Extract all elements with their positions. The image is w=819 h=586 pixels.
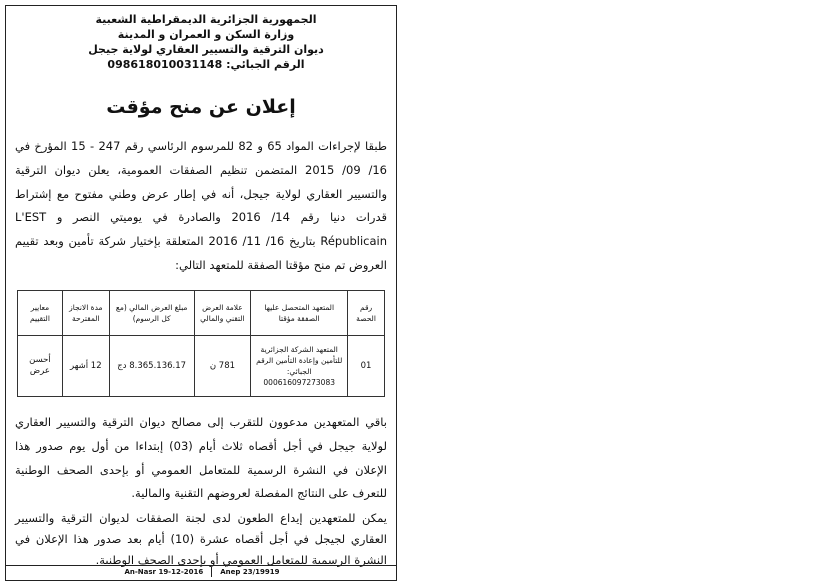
col-criteria: معايير التقييم (18, 291, 63, 336)
cell-lot: 01 (348, 336, 385, 397)
cell-amount: 8.365.136.17 دج (109, 336, 194, 397)
cell-duration: 12 أشهر (62, 336, 109, 397)
col-amount: مبلغ العرض المالي (مع كل الرسوم) (109, 291, 194, 336)
cell-score: 781 ن (194, 336, 251, 397)
footer-newspaper: An-Nasr 19-12-2016 (124, 568, 204, 576)
footer-anep-ref: Anep 23/19919 (220, 568, 280, 576)
paragraph-bidders-invite: باقي المتعهدين مدعوون للتقرب إلى مصالح ديوان الترقية والتسيير العقاري لولاية جيجل في أجل أقصاه ثلاث أيام (03) إبتداءا من أول يوم صدور هذا الإعلان في النشرة الرسمية للمتعامل العمومي أو بإحدى الصحف الوطنية للتعرف على النتائج المفصلة لعروضهم التقنية والمالية. (15, 415, 388, 501)
table-row (18, 336, 385, 397)
notice-header (26, 12, 386, 72)
col-score: علامة العرض التقني والمالي (194, 291, 251, 336)
header-republic: الجمهورية الجزائرية الديمقراطية الشعبية (95, 13, 317, 26)
paragraph-appeals: يمكن للمتعهدين إيداع الطعون لدى لجنة الصفقات لديوان الترقية والتسيير العقاري لجيجل في أجل أقصاه عشرة (10) أيام بعد صدور هذا الإعلان في النشرة الرسمية للمتعامل العمومي أو بإحدى الصحف الوطنية. (15, 511, 387, 567)
col-lot: رقم الحصة (348, 291, 385, 336)
notice-footer (6, 565, 397, 580)
header-ministry: وزارة السكن و العمران و المدينة (117, 28, 295, 41)
table-header-row (18, 291, 385, 336)
award-table (17, 290, 385, 397)
paragraph-intro: طبقا لإجراءات المواد 65 و 82 للمرسوم الرئاسي رقم 247 - 15 المؤرخ في 16/ 09/ 2015 المتضمن تنظيم الصفقات العمومية، يعلن ديوان الترقية والتسيير العقاري لولاية جيجل، أنه في إطار عرض وطني مفتوح مع إشتراط قدرات دنيا رقم 14/ 2016 والصادرة في يوميتي النصر و L'EST Républicain بتاريخ 16/ 11/ 2016 المتعلقة بإختيار شركة تأمين وبعد تقييم العروض تم منح مؤقتا الصفقة للمتعهد التالي: (15, 139, 388, 272)
cell-criteria: أحسن عرض (18, 336, 63, 397)
header-tax-id: الرقم الجبائي: 098618010031148 (107, 58, 305, 71)
header-office: ديوان الترقية والتسيير العقاري لولاية جيجل (88, 43, 324, 56)
col-bidder: المتعهد المتحصل عليها الصفقة مؤقتا (251, 291, 348, 336)
cell-bidder: المتعهد الشركة الجزائرية للتأمين وإعادة التأمين الرقم الجبائي: 000616097273083 (251, 336, 348, 397)
col-duration: مدة الانجاز المقترحة (62, 291, 109, 336)
notice-document (5, 5, 397, 581)
notice-title: إعلان عن منح مؤقت (106, 96, 296, 118)
